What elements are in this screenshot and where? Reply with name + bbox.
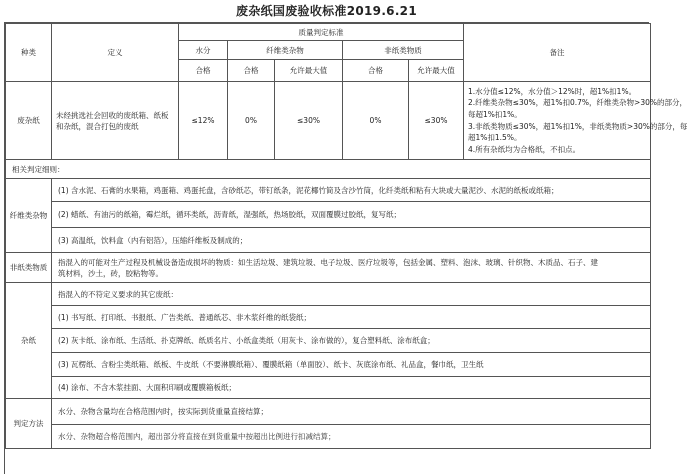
header-fiber-impurity: 纤维类杂物: [228, 41, 343, 60]
misc-rule: (2) 灰卡纸、涂布纸、生活纸、扑克牌纸、纸质名片、小纸盒类纸（用灰卡、涂布做的），复合塑料纸、涂布纸盒；: [52, 329, 651, 353]
nonpaper-qualified-value: 0%: [343, 82, 409, 160]
misc-row-3: [6, 353, 651, 377]
header-definition: 定义: [52, 24, 179, 82]
header-kind: 种类: [6, 24, 52, 82]
nonpaper-row: [6, 253, 651, 283]
header-water: 水分: [179, 41, 228, 60]
related-rules-row: [6, 160, 651, 179]
header-nonpaper-impurity: 非纸类物质: [343, 41, 464, 60]
note-line: 3.非纸类物质≤30%，超1%扣1%，非纸类物质>30%的部分，每: [468, 121, 687, 131]
misc-rule: (4) 涂布、不含木浆挂面、大面积印刷或覆膜箱板纸；: [52, 377, 651, 399]
nonpaper-max-value: ≤30%: [409, 82, 464, 160]
header-nonpaper-qualified: 合格: [343, 60, 409, 82]
fiber-row-2: [6, 202, 651, 228]
nonpaper-rule-line: 筑材料，沙土，砖，胶粘物等。: [58, 268, 163, 278]
header-row-1: [6, 24, 651, 41]
fiber-row-3: [6, 228, 651, 253]
kind-value: 废杂纸: [6, 82, 52, 160]
method-rule: 水分、杂物超合格范围内，超出部分将直接在到货重量中按超出比例进行扣减结算；: [52, 425, 651, 449]
misc-intro-row: [6, 283, 651, 306]
note-line: 2.纤维类杂物≤30%，超1%扣0.7%，纤维类杂物>30%的部分，: [468, 98, 687, 108]
note-line: 1.水分值≤12%，水分值＞12%时，超1%扣1%。: [468, 86, 637, 96]
related-rules-label: 相关判定细则：: [6, 160, 651, 179]
water-qualified-value: ≤12%: [179, 82, 228, 160]
header-quality-standard: 质量判定标准: [179, 24, 464, 41]
nonpaper-rule-line: 指混入的可能对生产过程及机械设备造成损坏的物质：如生活垃圾、建筑垃圾、电子垃圾、医疗垃圾等，包括金属、塑料、泡沫、玻璃、针织物、木质品、石子、建: [58, 257, 598, 267]
misc-intro: 指混入的不符定义要求的其它废纸：: [52, 283, 651, 306]
main-row: [6, 82, 651, 160]
standards-table: [5, 23, 687, 449]
misc-rule: (1) 书写纸、打印纸、书报纸、广告类纸、普通纸芯、非木浆纤维的纸袋纸；: [52, 306, 651, 329]
misc-row-2: [6, 329, 651, 353]
fiber-rule: (3) 高温纸，饮料盒（内有铝箔），压缩纤维板及制成的；: [52, 228, 651, 253]
misc-section-label: 杂纸: [6, 283, 52, 399]
header-nonpaper-max: 允许最大值: [409, 60, 464, 82]
header-fiber-max: 允许最大值: [275, 60, 343, 82]
fiber-row-1: [6, 179, 651, 202]
misc-row-1: [6, 306, 651, 329]
definition-value: 未经挑选社会回收的废纸箱、纸板和杂纸，混合打包的废纸: [52, 82, 179, 160]
note-line: 4.所有杂纸均为合格纸，不扣点。: [468, 144, 581, 154]
header-fiber-qualified: 合格: [228, 60, 275, 82]
header-remarks: 备注: [464, 24, 651, 82]
fiber-section-label: 纤维类杂物: [6, 179, 52, 253]
nonpaper-rule: [52, 253, 651, 283]
nonpaper-section-label: 非纸类物质: [6, 253, 52, 283]
note-line: 超1%扣1.5%。: [468, 133, 522, 143]
fiber-max-value: ≤30%: [275, 82, 343, 160]
header-water-qualified: 合格: [179, 60, 228, 82]
misc-row-4: [6, 377, 651, 399]
document: [4, 0, 687, 471]
method-section-label: 判定方法: [6, 399, 52, 449]
method-row-2: [6, 425, 651, 449]
note-line: 每超1%扣1%。: [468, 109, 522, 119]
document-title: 废杂纸国废验收标准2019.6.21: [236, 4, 417, 18]
standards-sheet: [4, 22, 687, 474]
method-rule: 水分、杂物含量均在合格范围内时，按实际到货重量直接结算；: [52, 399, 651, 425]
fiber-rule: (2) 蜡纸、有油污的纸箱，霉烂纸，循环类纸，沥青纸，湿强纸，热场胶纸，双面覆膜过胶纸，复写纸；: [52, 202, 651, 228]
remarks-notes: [464, 82, 687, 160]
fiber-rule: (1) 含水泥、石膏的水果箱，鸡蛋箱、鸡蛋托盘，含砂纸芯，带钉纸条，泥花椰竹简及含沙竹筒，化纤类纸和粘有大块或大量泥沙、水泥的纸板或纸箱；: [52, 179, 651, 202]
method-row-1: [6, 399, 651, 425]
fiber-qualified-value: 0%: [228, 82, 275, 160]
misc-rule: (3) 瓦楞纸、含粉尘类纸箱、纸板、牛皮纸（不要淋膜纸箱）、覆膜纸箱（单面胶）、纸卡、灰底涂布纸、礼品盒，餐巾纸，卫生纸: [52, 353, 651, 377]
